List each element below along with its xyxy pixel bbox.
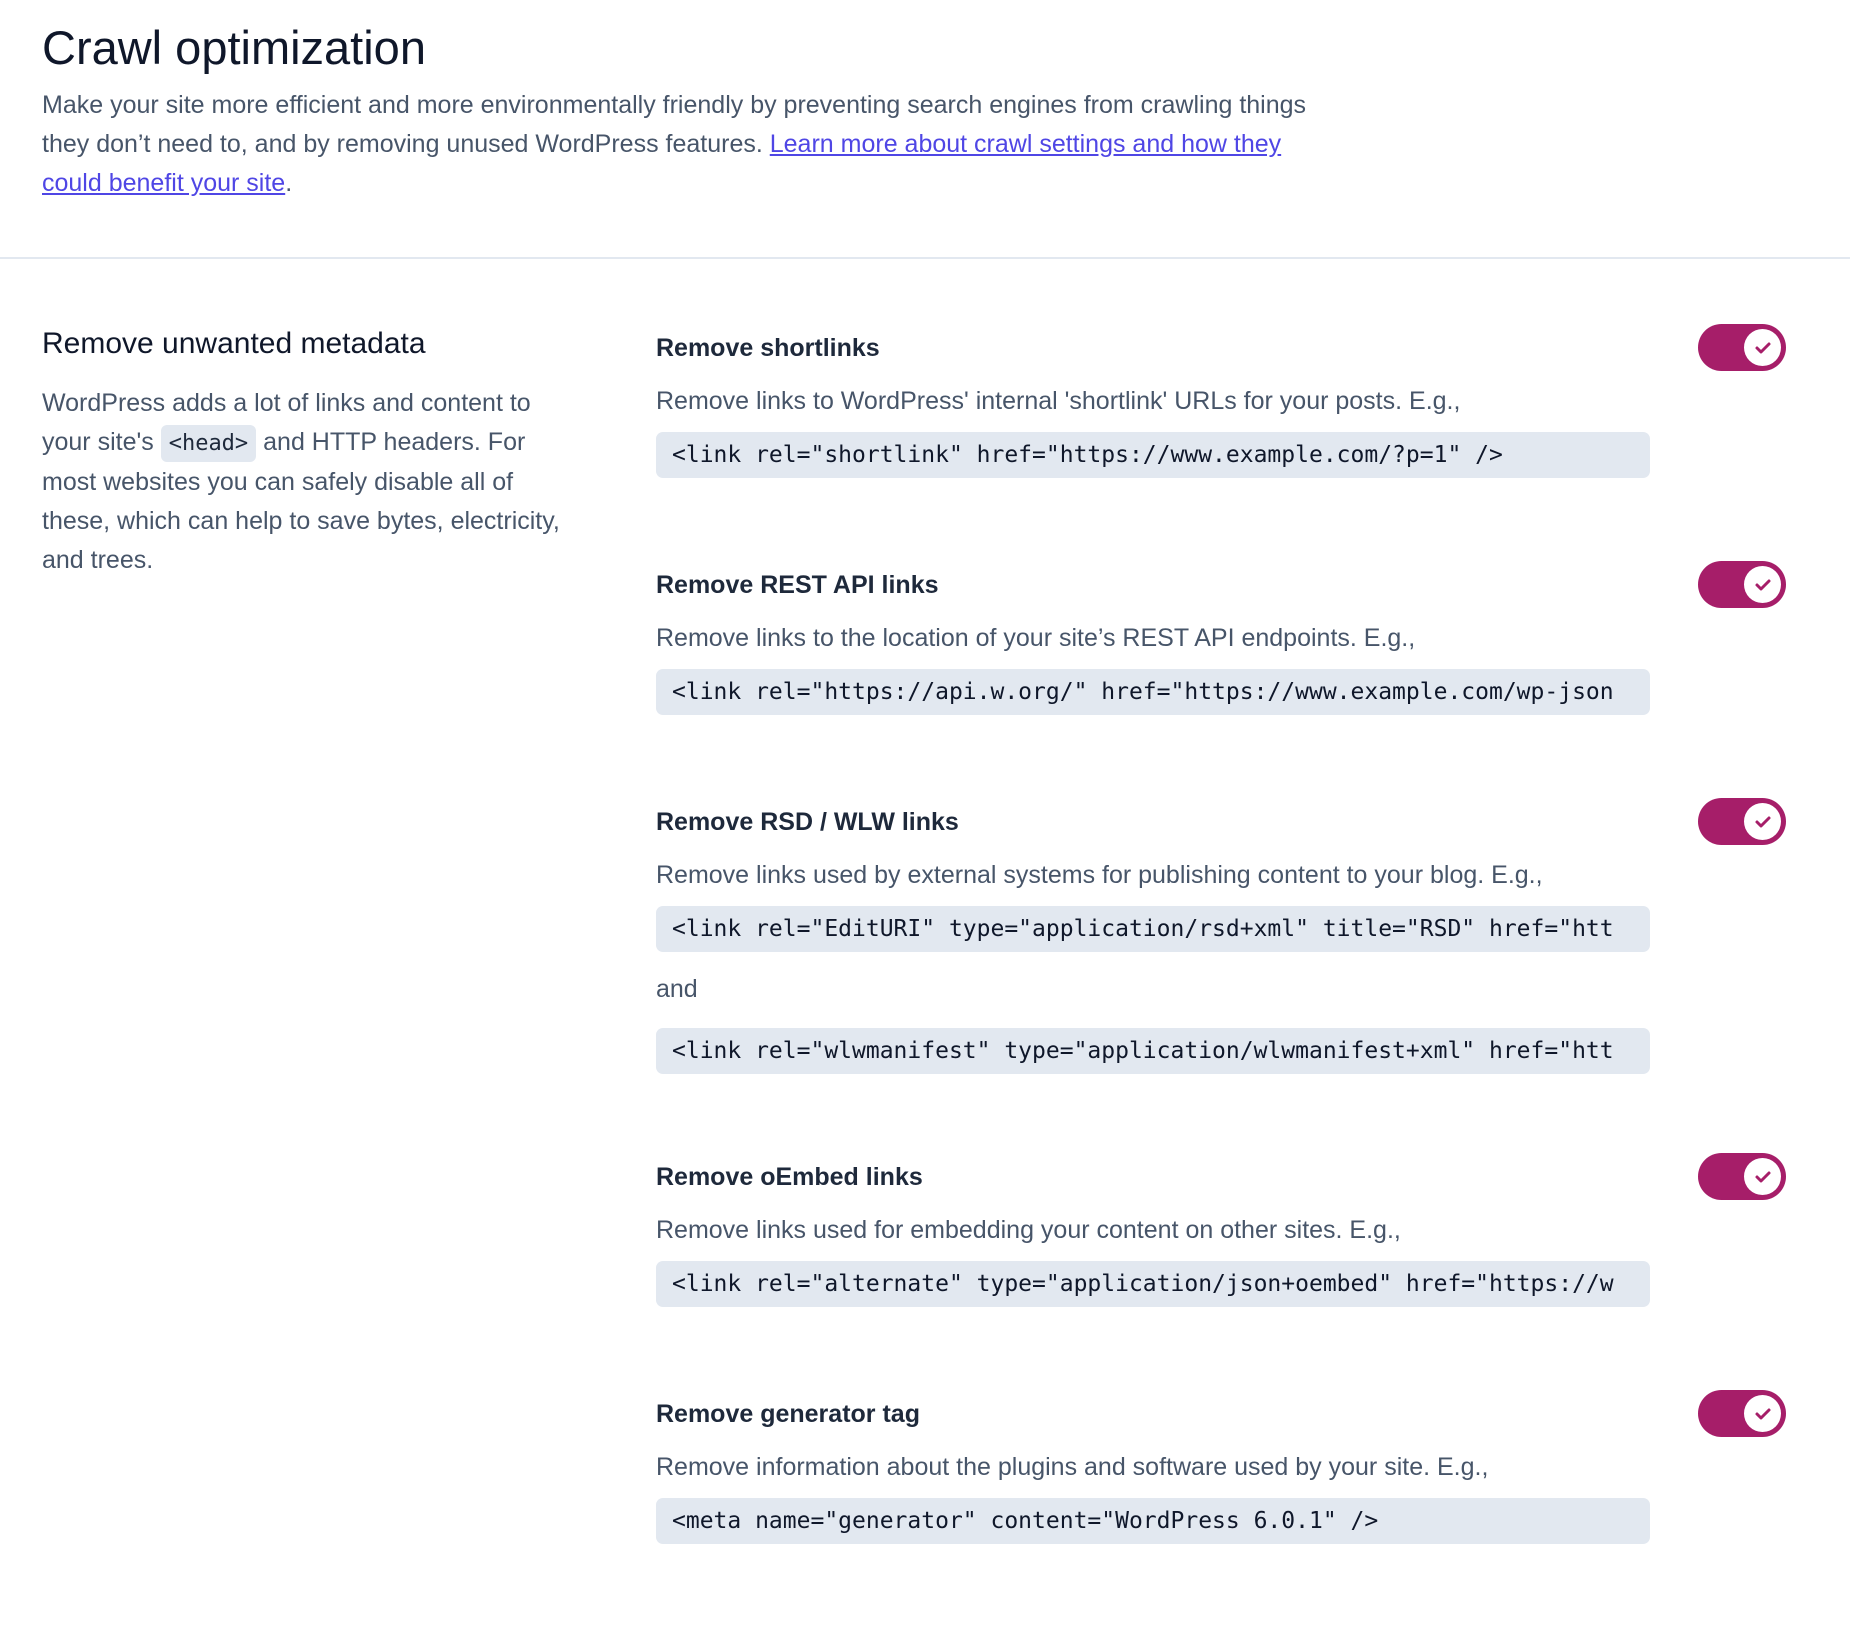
setting-remove-shortlinks	[656, 322, 1796, 559]
setting-description: Remove links to the location of your site’s REST API endpoints. E.g.,	[656, 624, 1416, 652]
setting-title: Remove generator tag	[656, 1400, 920, 1428]
toggle-knob	[1744, 1395, 1781, 1432]
code-example: <link rel="shortlink" href="https://www.example.com/?p=1" />	[656, 432, 1650, 478]
setting-title: Remove shortlinks	[656, 334, 880, 362]
toggle-switch[interactable]	[1698, 1390, 1786, 1437]
section-title: Remove unwanted metadata	[42, 327, 426, 360]
intro-end: .	[285, 169, 293, 197]
check-icon	[1754, 815, 1772, 829]
section-text-after: and HTTP headers. For most websites you can safely disable all of these, which can help to save bytes, electricity, and trees.	[42, 428, 560, 574]
setting-title: Remove oEmbed links	[656, 1163, 923, 1191]
setting-title: Remove RSD / WLW links	[656, 808, 959, 836]
toggle-knob	[1744, 1158, 1781, 1195]
toggle-knob	[1744, 329, 1781, 366]
setting-remove-rsd-wlw-links	[656, 796, 1796, 1151]
code-example: <link rel="alternate" type="application/json+oembed" href="https://w	[656, 1261, 1650, 1307]
check-icon	[1754, 1170, 1772, 1184]
and-text: and	[656, 975, 698, 1003]
code-example: <link rel="EditURI" type="application/rsd+xml" title="RSD" href="htt	[656, 906, 1650, 952]
check-icon	[1754, 341, 1772, 355]
code-example-2: <link rel="wlwmanifest" type="application/wlwmanifest+xml" href="htt	[656, 1028, 1650, 1074]
page-header	[42, 18, 1342, 203]
toggle-switch[interactable]	[1698, 798, 1786, 845]
setting-description: Remove information about the plugins and software used by your site. E.g.,	[656, 1453, 1489, 1481]
intro-text: Make your site more efficient and more environmentally friendly by preventing search engines from crawling things they don’t need to, and by removing unused WordPress features.	[42, 91, 1307, 158]
check-icon	[1754, 578, 1772, 592]
section-description	[42, 322, 562, 580]
setting-description: Remove links used for embedding your content on other sites. E.g.,	[656, 1216, 1401, 1244]
setting-description: Remove links to WordPress' internal 'shortlink' URLs for your posts. E.g.,	[656, 387, 1461, 415]
setting-remove-oembed-links	[656, 1151, 1796, 1388]
setting-remove-generator-tag	[656, 1388, 1796, 1625]
check-icon	[1754, 1407, 1772, 1421]
code-example: <link rel="https://api.w.org/" href="https://www.example.com/wp-json	[656, 669, 1650, 715]
divider	[0, 257, 1850, 259]
setting-title: Remove REST API links	[656, 571, 939, 599]
toggle-knob	[1744, 803, 1781, 840]
code-example: <meta name="generator" content="WordPress 6.0.1" />	[656, 1498, 1650, 1544]
section-text-before: WordPress adds a lot of links and content to your site's	[42, 389, 531, 456]
page-title: Crawl optimization	[42, 21, 426, 74]
toggle-switch[interactable]	[1698, 561, 1786, 608]
settings-list	[656, 322, 1796, 1625]
toggle-switch[interactable]	[1698, 324, 1786, 371]
section-text	[42, 384, 562, 580]
learn-more-link[interactable]: Learn more about crawl settings and how they could benefit your site	[42, 130, 1282, 197]
toggle-knob	[1744, 566, 1781, 603]
setting-remove-rest-api-links	[656, 559, 1796, 796]
toggle-switch[interactable]	[1698, 1153, 1786, 1200]
page-intro	[42, 86, 1342, 203]
setting-description: Remove links used by external systems for publishing content to your blog. E.g.,	[656, 861, 1543, 889]
head-code: <head>	[161, 425, 256, 462]
